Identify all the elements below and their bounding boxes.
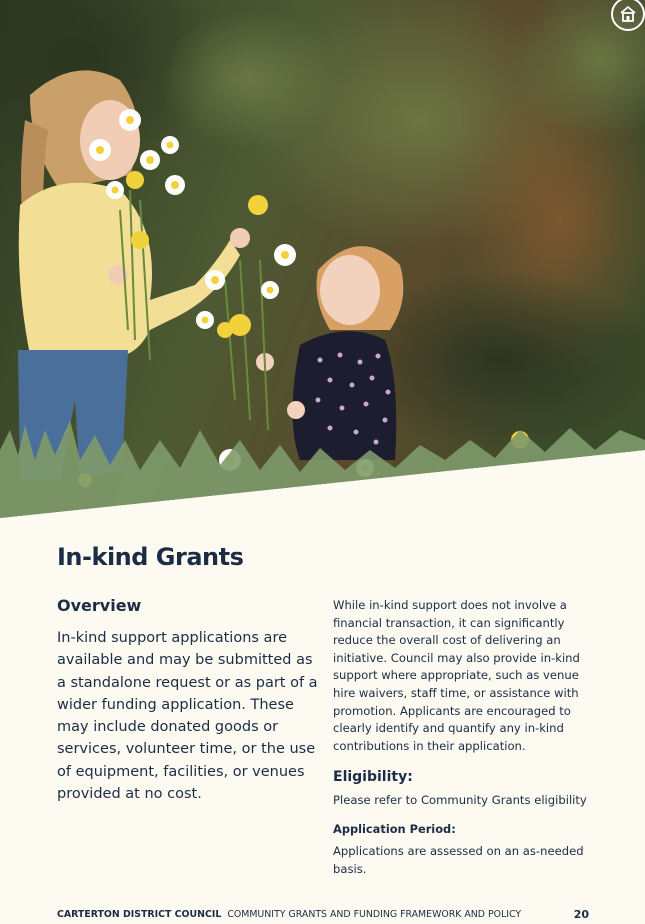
details-column xyxy=(333,597,595,878)
overview-column xyxy=(57,596,319,805)
page-footer xyxy=(57,908,589,921)
in-kind-description: While in-kind support does not involve a financial transaction, it can significantly reduce the overall cost of delivering an initiative. Council may also provide in-kind support where appropriate, such as venue hire waivers, staff time, or assistance with promotion. Applicants are encouraged to clearly identify and quantify any in-kind contributions in their application. xyxy=(333,598,580,753)
eligibility-heading: Eligibility: xyxy=(333,769,413,786)
application-period-heading: Application Period: xyxy=(333,821,456,836)
page-title: In-kind Grants xyxy=(57,543,244,571)
overview-text: In-kind support applications are available and may be submitted as a standalone request or as part of a wider funding application. These may include donated goods or services, volunteer time, or the use of equipment, facilities, or venues provided at no cost. xyxy=(57,630,318,803)
footer-organisation: CARTERTON DISTRICT COUNCIL xyxy=(57,909,222,920)
footer-document-title: COMMUNITY GRANTS AND FUNDING FRAMEWORK AND POLICY xyxy=(227,909,522,920)
eligibility-text: Please refer to Community Grants eligibility xyxy=(333,793,587,808)
application-period-text: Applications are assessed on an as-needed basis. xyxy=(333,843,584,876)
footer-title xyxy=(57,909,521,920)
page-number: 20 xyxy=(573,908,589,921)
home-icon xyxy=(619,5,637,23)
overview-heading: Overview xyxy=(57,596,142,615)
